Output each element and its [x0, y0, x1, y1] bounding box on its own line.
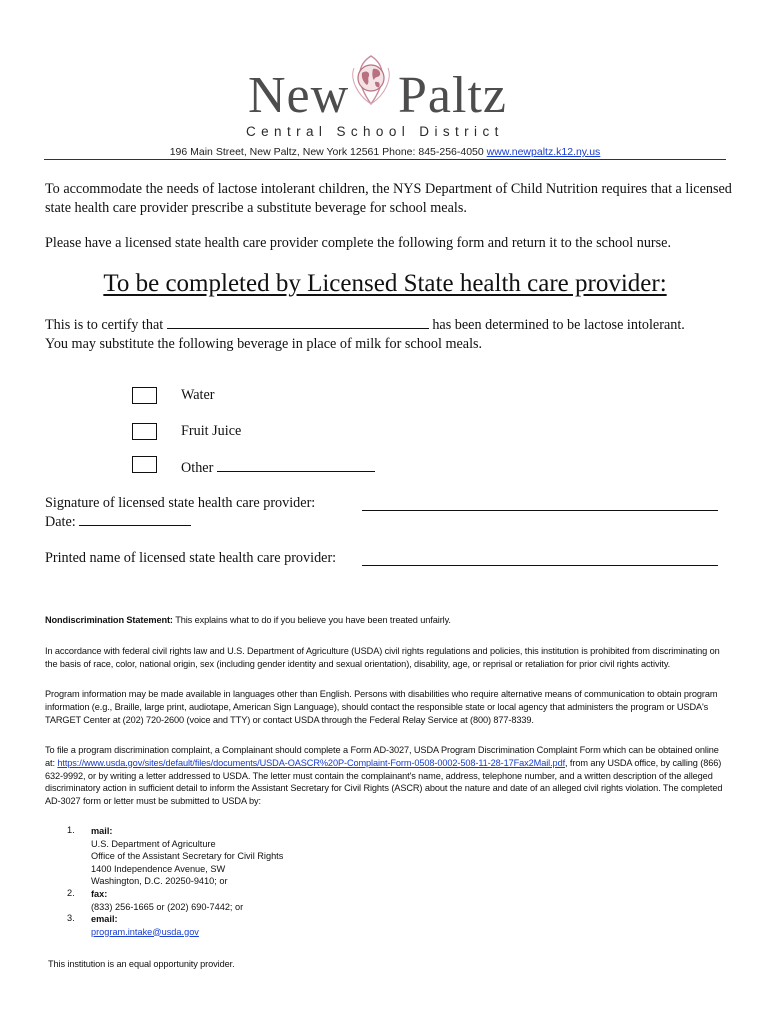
option-water-label: Water — [181, 387, 215, 403]
mail-title: mail: — [91, 826, 113, 836]
complaint-form-link[interactable]: https://www.usda.gov/sites/default/files/documents/USDA-OASCR%20P-Complaint-Form-0508-0002-508-11-28-17Fax2Mail.pdf — [57, 757, 566, 768]
equal-opportunity-statement: This institution is an equal opportunity provider. — [48, 959, 235, 969]
substitute-line: You may substitute the following beverage in place of milk for school meals. — [45, 336, 483, 352]
complaint-text-b: , from any USDA office, by calling (866) 632-9992, or by writing a letter addressed to USDA. The letter must contain the complainant's name, address, telephone number, and a written description of the alleged discriminatory action in sufficient detail to inform the Assistant Secretary for Civil Rights (ASCR) about the nature and date of an alleged civil rights violation. The completed AD-3027 form or letter must be submitted to USDA by: — [45, 757, 723, 807]
mail-line-1: U.S. Department of Agriculture — [91, 838, 216, 849]
mail-line-4: Washington, D.C. 20250-9410; or — [91, 876, 228, 886]
mail-line-2: Office of the Assistant Secretary for Civil Rights — [91, 851, 284, 861]
fruit-juice-checkbox[interactable] — [132, 423, 157, 440]
certify-line — [45, 316, 735, 335]
address-text: 196 Main Street, New Paltz, New York 12561 Phone: 845-256-4050 — [169, 146, 484, 158]
signature-field[interactable] — [362, 497, 718, 511]
address-line — [0, 146, 770, 158]
option-other-label — [181, 459, 375, 477]
list-number-1: 1. — [67, 825, 75, 835]
student-name-field[interactable] — [167, 316, 429, 329]
email-title: email: — [91, 914, 118, 924]
nondiscrimination-title: Nondiscrimination Statement: — [45, 615, 173, 625]
nondiscrimination-paragraph-2: Program information may be made available in languages other than English. Persons with disabilities who require alternative means of communication to obtain program information (e.g., Braille, large print, audiotape, American Sign Language), should contact the responsible state or local agency that administers the program or USDA's TARGET Center at (202) 720-2600 (voice and TTY) or contact USDA through the Federal Relay Service at (800) 877-8339. — [45, 689, 718, 725]
certify-suffix: has been determined to be lactose intolerant. — [432, 317, 685, 333]
printed-name-label: Printed name of licensed state health care provider: — [45, 550, 337, 566]
mail-line-3: 1400 Independence Avenue, SW — [91, 863, 226, 874]
date-line — [45, 513, 191, 532]
option-fruit-juice-label: Fruit Juice — [181, 423, 242, 439]
intro-paragraph-2: Please have a licensed state health care provider complete the following form and return it to the school nurse. — [45, 235, 672, 251]
website-link[interactable]: www.newpaltz.k12.ny.us — [486, 146, 601, 158]
fax-title: fax: — [91, 889, 108, 899]
logo-subtitle: Central School District — [246, 124, 504, 139]
certify-prefix: This is to certify that — [45, 317, 164, 333]
printed-name-field[interactable] — [362, 552, 718, 566]
signature-label: Signature of licensed state health care provider: — [45, 495, 316, 511]
fax-line-1: (833) 256-1665 or (202) 690-7442; or — [91, 901, 244, 912]
list-item-email — [91, 913, 199, 938]
district-logo — [240, 48, 540, 140]
globe-icon — [348, 54, 394, 106]
list-item-fax — [91, 888, 243, 913]
date-field[interactable] — [79, 513, 191, 526]
email-link[interactable]: program.intake@usda.gov — [91, 926, 199, 937]
logo-word-new: New — [248, 67, 350, 124]
list-number-2: 2. — [67, 888, 75, 898]
list-item-mail — [91, 825, 283, 888]
water-checkbox[interactable] — [132, 387, 157, 404]
nondiscrimination-title-line — [45, 614, 731, 627]
nondiscrimination-desc: This explains what to do if you believe you have been treated unfairly. — [175, 615, 451, 625]
option-other-text: Other — [181, 460, 214, 476]
logo-word-paltz: Paltz — [398, 67, 507, 124]
other-checkbox[interactable] — [132, 456, 157, 473]
date-label: Date: — [45, 514, 76, 530]
intro-paragraph-1: To accommodate the needs of lactose intolerant children, the NYS Department of Child Nutrition requires that a licensed state health care provider prescribe a substitute beverage for school meals. — [45, 181, 732, 216]
header-divider — [44, 159, 726, 160]
nondiscrimination-paragraph-1: In accordance with federal civil rights law and U.S. Department of Agriculture (USDA) civil rights regulations and policies, this institution is prohibited from discriminating on the basis of race, color, national origin, sex (including gender identity and sexual orientation), disability, age, or reprisal or retaliation for prior civil rights activity. — [45, 646, 720, 669]
complaint-text-a: To file a program discrimination complaint, a Complainant should complete a Form AD-3027, USDA Program Discrimination Complaint Form which can be obtained online at: — [45, 745, 719, 768]
list-number-3: 3. — [67, 913, 75, 923]
nondiscrimination-paragraph-3 — [45, 744, 731, 808]
other-beverage-field[interactable] — [217, 459, 375, 472]
form-heading: To be completed by Licensed State health care provider: — [103, 270, 667, 297]
